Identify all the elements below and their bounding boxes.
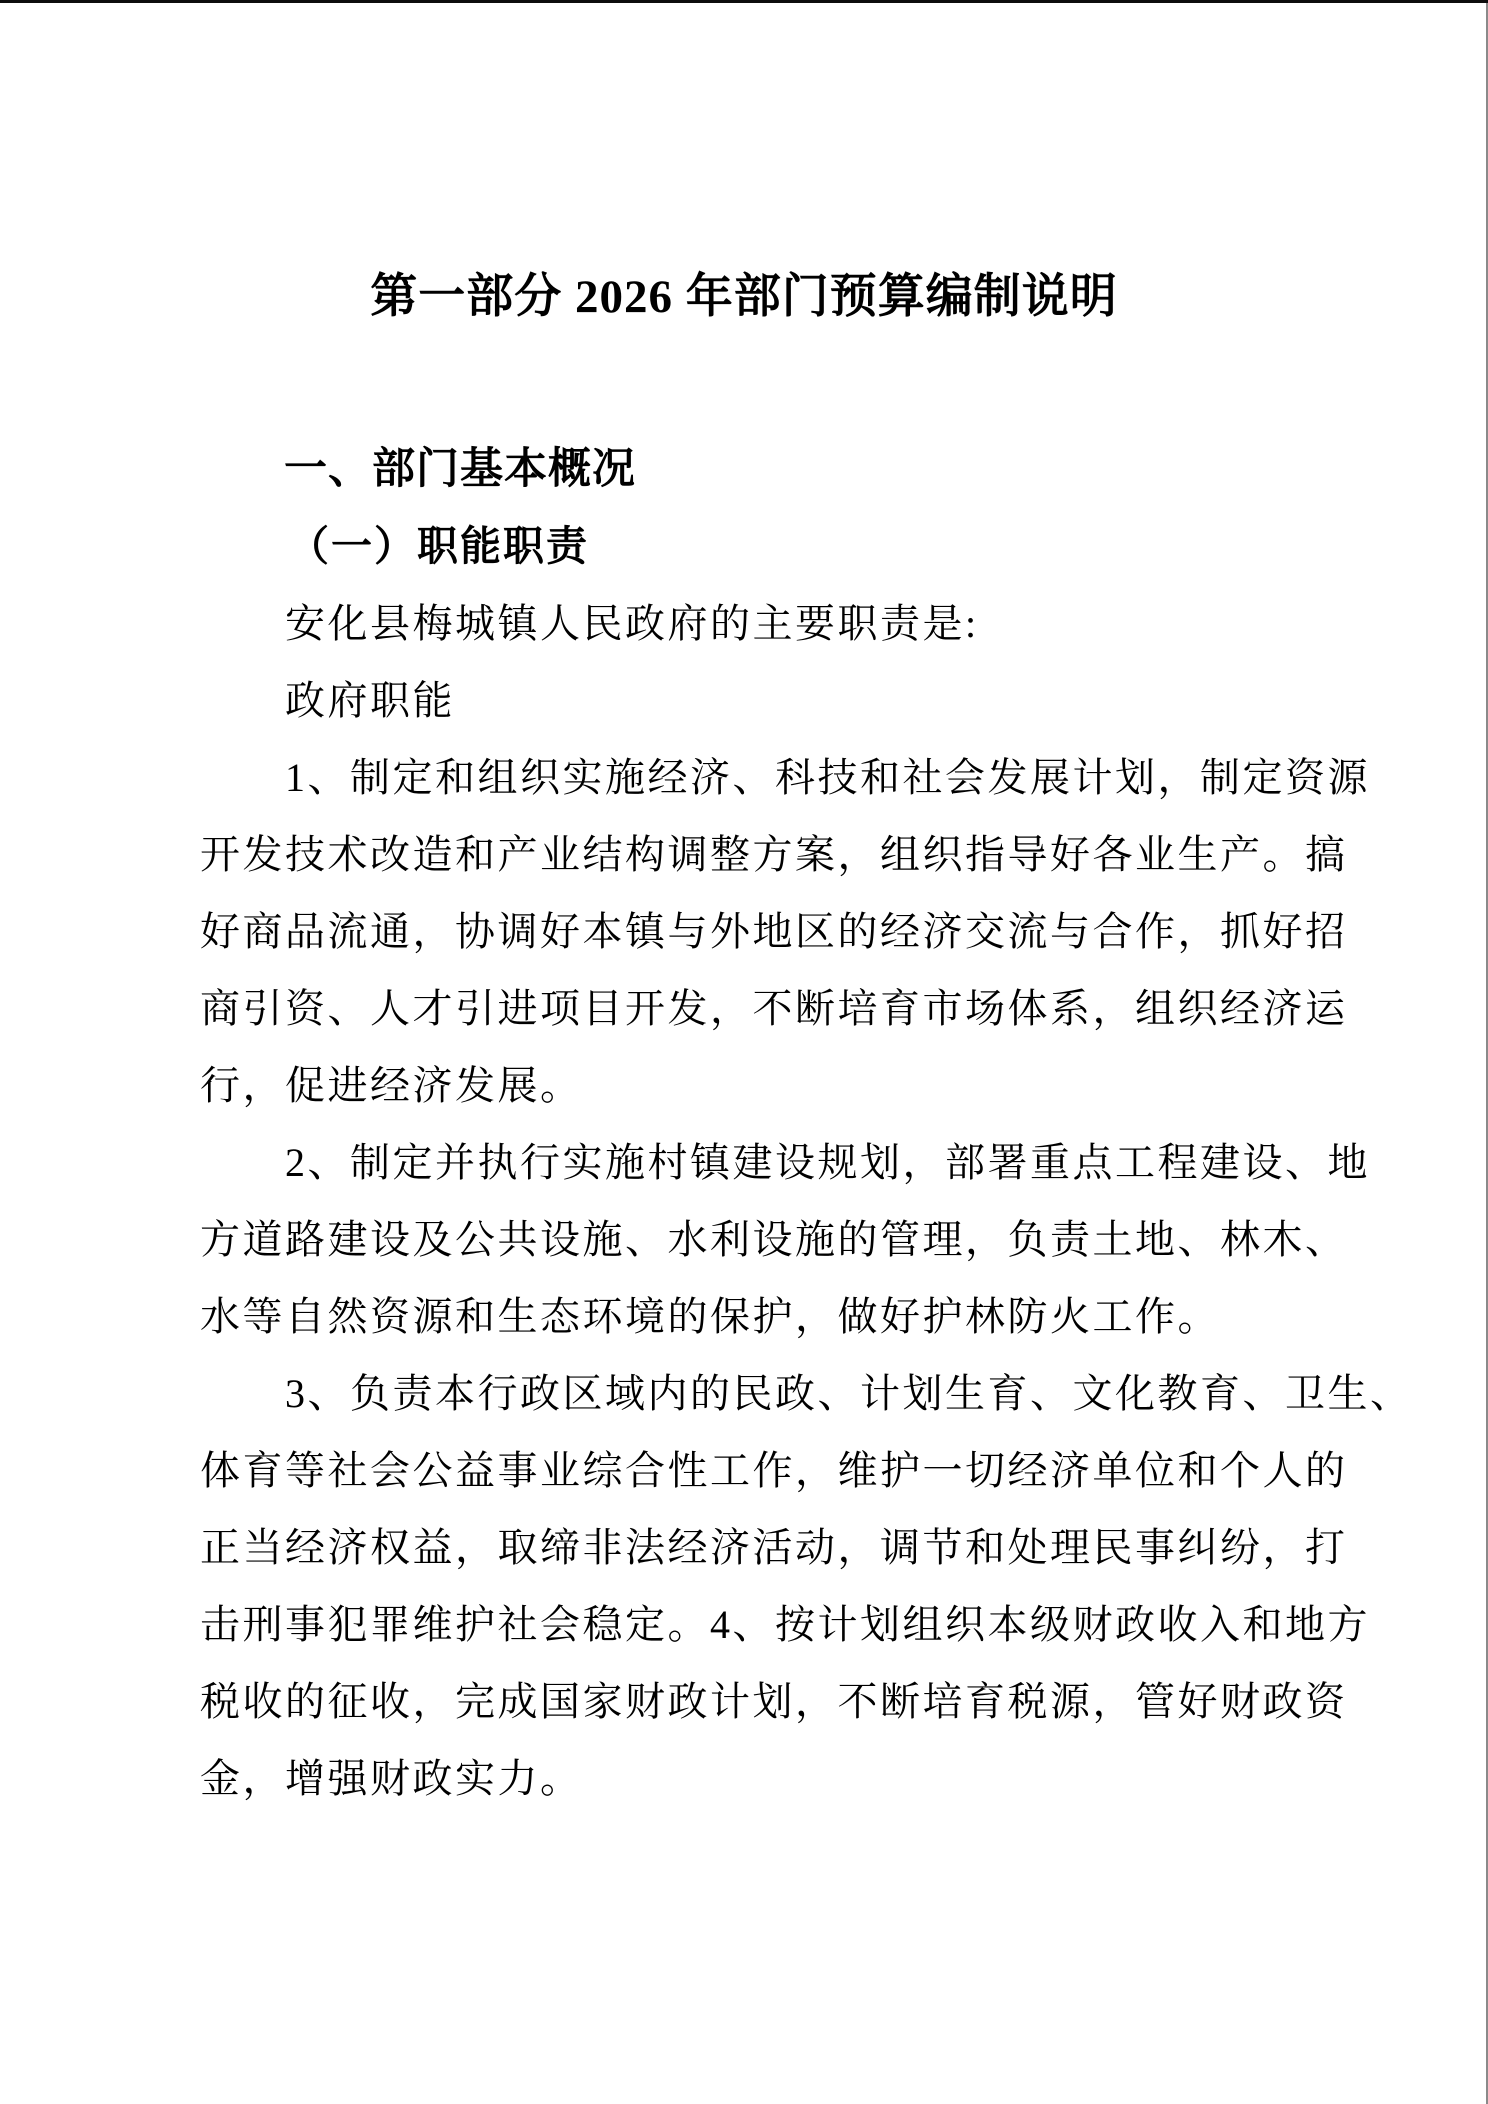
body-line: 开发技术改造和产业结构调整方案，组织指导好各业生产。搞 [200,832,1348,877]
body-line: 2、制定并执行实施村镇建设规划，部署重点工程建设、地 [285,1140,1370,1185]
section-heading: 一、部门基本概况 [284,445,636,493]
body-line: 好商品流通，协调好本镇与外地区的经济交流与合作，抓好招 [200,909,1348,954]
body-line: 3、负责本行政区域内的民政、计划生育、文化教育、卫生、 [285,1371,1413,1416]
body-line: 商引资、人才引进项目开发，不断培育市场体系，组织经济运 [200,986,1348,1031]
body-line: 行，促进经济发展。 [200,1063,583,1108]
body-line: 税收的征收，完成国家财政计划，不断培育税源，管好财政资 [200,1679,1348,1724]
document-body [200,431,1413,1817]
document-title: 第一部分 2026 年部门预算编制说明 [370,271,1118,323]
body-line: 正当经济权益，取缔非法经济活动，调节和处理民事纠纷，打 [200,1525,1348,1570]
body-line: 1、制定和组织实施经济、科技和社会发展计划，制定资源 [285,755,1370,800]
body-line: 击刑事犯罪维护社会稳定。4、按计划组织本级财政收入和地方 [200,1602,1370,1647]
body-line: 金，增强财政实力。 [200,1756,583,1801]
body-line: 方道路建设及公共设施、水利设施的管理，负责土地、林木、 [200,1217,1348,1262]
subsection-heading: （一）职能职责 [288,523,589,569]
body-line: 体育等社会公益事业综合性工作，维护一切经济单位和个人的 [200,1448,1348,1493]
body-line: 政府职能 [285,678,455,723]
body-line: 安化县梅城镇人民政府的主要职责是: [285,601,979,646]
scan-top-edge [0,0,1488,3]
body-line: 水等自然资源和生态环境的保护，做好护林防火工作。 [200,1294,1220,1339]
